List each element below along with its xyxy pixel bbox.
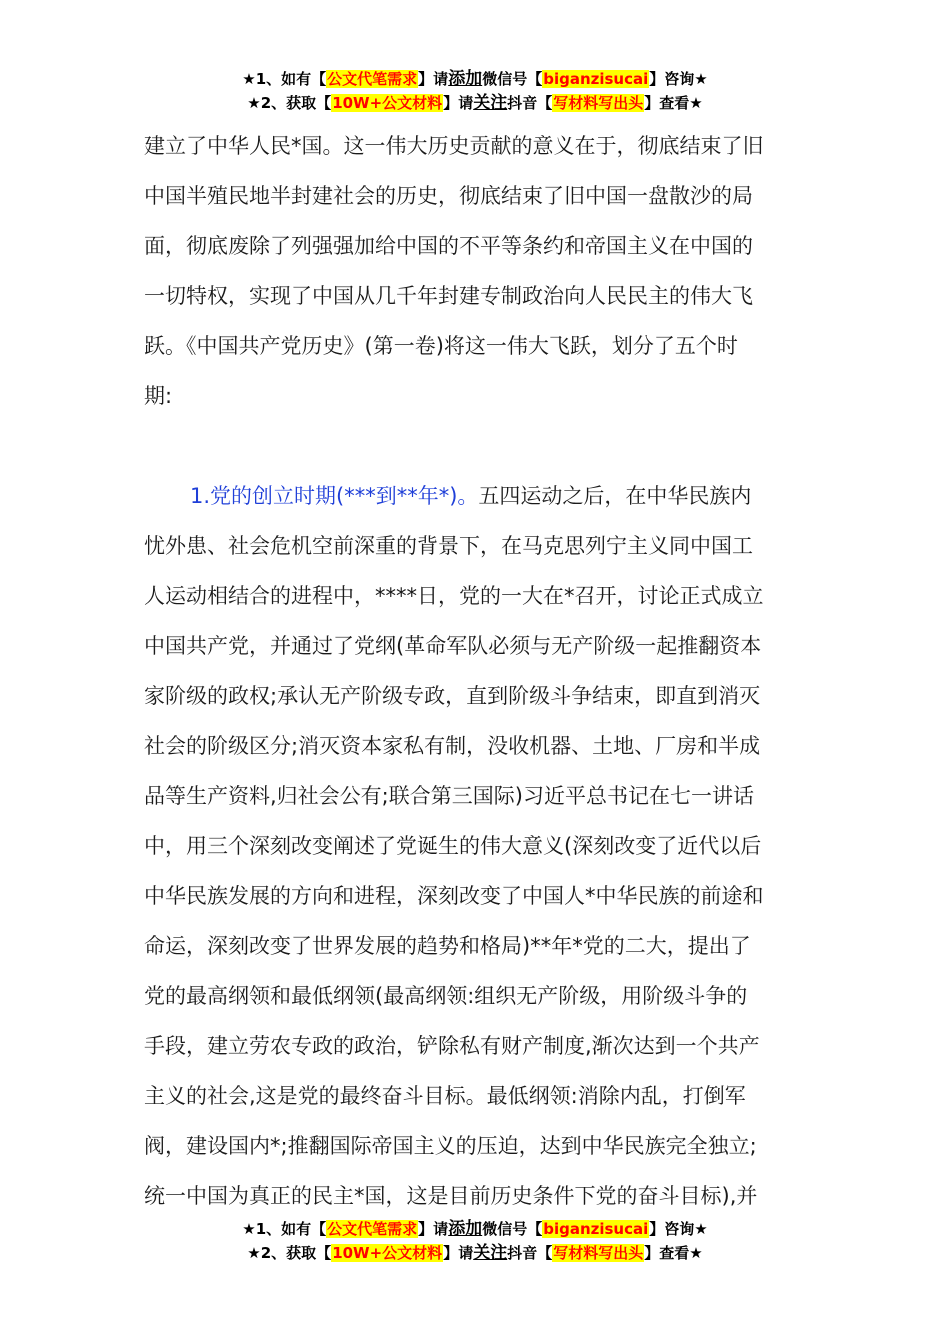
section-line: 统一中国为真正的民主*国，这是目前历史条件下党的奋斗目标),并 — [144, 1184, 758, 1208]
promo-text: ★2、获取【 — [247, 1244, 332, 1262]
promo-text: 】查看★ — [644, 94, 703, 112]
body-line: 中国半殖民地半封建社会的历史，彻底结束了旧中国一盘散沙的局 — [144, 184, 753, 208]
section-heading: 1.党的创立时期(***到**年*)。 — [190, 484, 479, 508]
promo-text: ★1、如有【 — [242, 1220, 327, 1238]
promo-text: 抖音【 — [507, 1244, 553, 1262]
promo-text: 】咨询★ — [649, 1220, 708, 1238]
promo-highlight-douyin: 写材料写出头 — [553, 94, 644, 112]
body-line: 跃。《中国共产党历史》(第一卷)将这一伟大飞跃，划分了五个时 — [144, 334, 738, 358]
promo-text: 】请 — [443, 1244, 474, 1262]
promo-text: ★1、如有【 — [242, 70, 327, 88]
body-line: 建立了中华人民*国。这一伟大历史贡献的意义在于，彻底结束了旧 — [144, 134, 764, 158]
promo-text: 】请 — [418, 1220, 449, 1238]
section-line: 中国共产党，并通过了党纲(革命军队必须与无产阶级一起推翻资本 — [144, 634, 762, 658]
promo-text: 】查看★ — [644, 1244, 703, 1262]
promo-text: 】请 — [443, 94, 474, 112]
promo-highlight-douyin: 写材料写出头 — [553, 1244, 644, 1262]
promo-text: 】请 — [418, 70, 449, 88]
section-line: 品等生产资料,归社会公有;联合第三国际)习近平总书记在七一讲话 — [144, 784, 754, 808]
section-line: 主义的社会,这是党的最终奋斗目标。最低纲领:消除内乱，打倒军 — [144, 1084, 746, 1108]
promo-text: ★2、获取【 — [247, 94, 332, 112]
promo-line-1 — [0, 1217, 950, 1241]
section-line: 手段，建立劳农专政的政治，铲除私有财产制度,渐次达到一个共产 — [144, 1034, 760, 1058]
promo-highlight-materials: 10W+公文材料 — [332, 94, 443, 112]
promo-highlight-wechat-id: biganzisucai — [543, 1220, 649, 1238]
promo-text: 】咨询★ — [649, 70, 708, 88]
body-line: 一切特权，实现了中国从几千年封建专制政治向人民民主的伟大飞 — [144, 284, 753, 308]
paragraph-spacer — [144, 421, 806, 471]
promo-banner-top — [0, 67, 950, 115]
promo-highlight-materials: 10W+公文材料 — [332, 1244, 443, 1262]
section-line: 社会的阶级区分;消灭资本家私有制，没收机器、土地、厂房和半成 — [144, 734, 761, 758]
section-line: 阀，建设国内*;推翻国际帝国主义的压迫，达到中华民族完全独立; — [144, 1134, 757, 1158]
promo-text: 微信号【 — [482, 70, 543, 88]
promo-highlight-service: 公文代笔需求 — [327, 70, 418, 88]
promo-highlight-service: 公文代笔需求 — [327, 1220, 418, 1238]
promo-line-2 — [0, 1241, 950, 1265]
promo-line-2 — [0, 91, 950, 115]
section-line: 党的最高纲领和最低纲领(最高纲领:组织无产阶级，用阶级斗争的 — [144, 984, 748, 1008]
section-line: 中，用三个深刻改变阐述了党诞生的伟大意义(深刻改变了近代以后 — [144, 834, 762, 858]
section-line: 家阶级的政权;承认无产阶级专政，直到阶级斗争结束，即直到消灭 — [144, 684, 761, 708]
body-line: 面，彻底废除了列强强加给中国的不平等条约和帝国主义在中国的 — [144, 234, 753, 258]
section-line: 中华民族发展的方向和进程，深刻改变了中国人*中华民族的前途和 — [144, 884, 764, 908]
section-line: 人运动相结合的进程中，****日，党的一大在*召开，讨论正式成立 — [144, 584, 764, 608]
promo-emphasis: 关注 — [473, 93, 508, 113]
section-first-line — [144, 471, 806, 521]
document-body — [144, 121, 806, 1221]
promo-line-1 — [0, 67, 950, 91]
promo-emphasis: 关注 — [473, 1243, 508, 1263]
section-text: 五四运动之后，在中华民族内 — [478, 484, 752, 508]
promo-text: 抖音【 — [507, 94, 553, 112]
section-line: 忧外患、社会危机空前深重的背景下，在马克思列宁主义同中国工 — [144, 534, 753, 558]
section-line: 命运，深刻改变了世界发展的趋势和格局)**年*党的二大，提出了 — [144, 934, 751, 958]
promo-banner-bottom — [0, 1217, 950, 1265]
promo-emphasis: 添加 — [448, 1219, 483, 1239]
promo-emphasis: 添加 — [448, 69, 483, 89]
promo-highlight-wechat-id: biganzisucai — [543, 70, 649, 88]
promo-text: 微信号【 — [482, 1220, 543, 1238]
body-line: 期: — [144, 384, 173, 408]
